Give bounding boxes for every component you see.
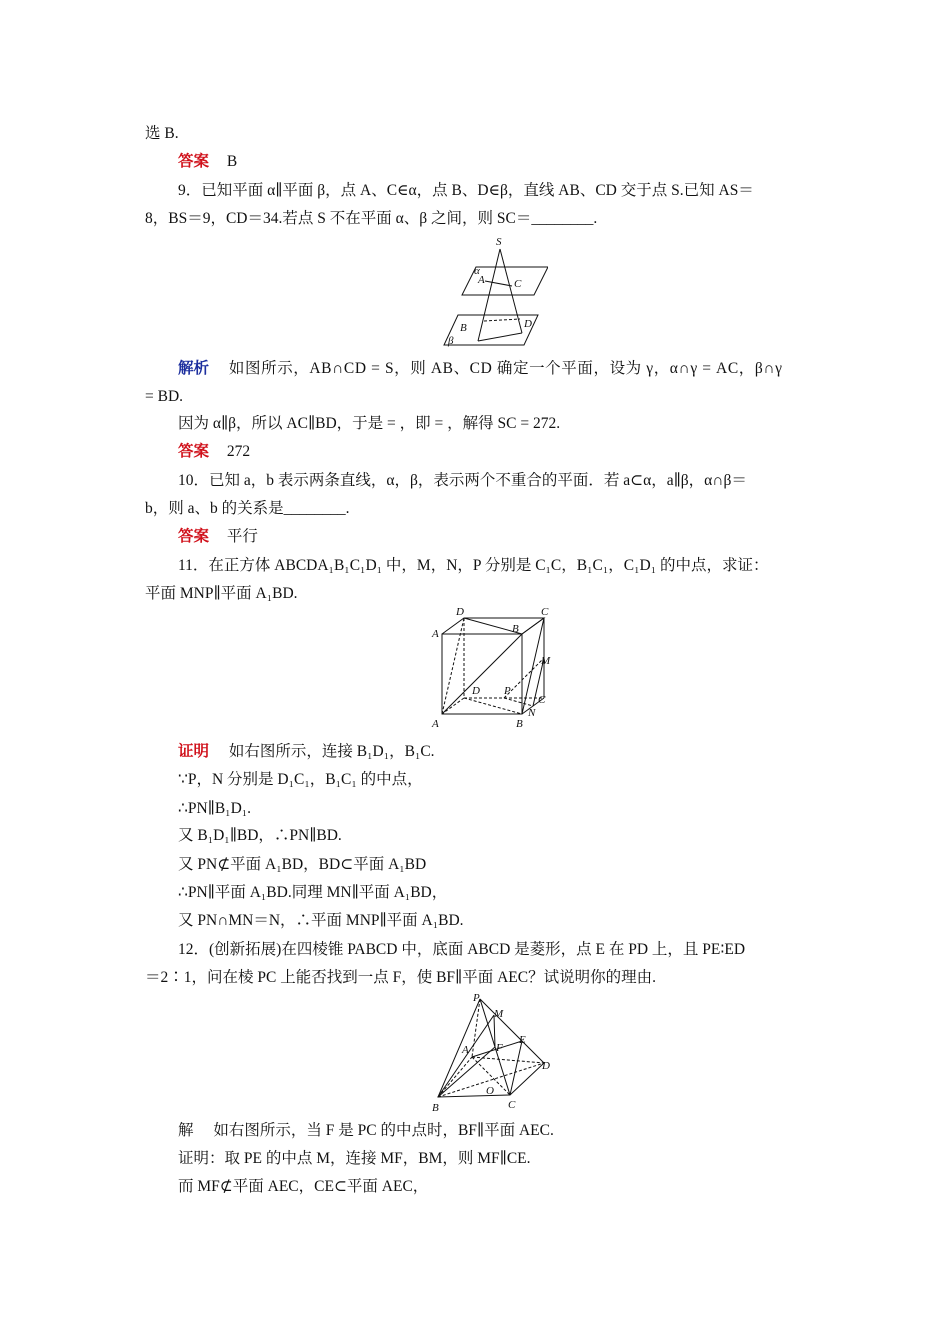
label-M: M bbox=[494, 1008, 504, 1020]
label-P: P bbox=[473, 992, 480, 1004]
proof-tag: 证明 bbox=[178, 743, 210, 760]
answer-tag: 答案 bbox=[178, 528, 210, 545]
label-B: B bbox=[512, 623, 519, 635]
answer-line bbox=[178, 152, 237, 172]
label-B1: B bbox=[516, 718, 523, 730]
label-A1: A bbox=[432, 718, 439, 730]
label-D1: D bbox=[472, 685, 480, 697]
label-alpha: α bbox=[474, 265, 480, 277]
analysis-text: 如图所示，AB∩CD = S，则 AB、CD 确定一个平面，设为 γ，α∩γ = AC，β∩γ bbox=[228, 360, 783, 377]
label-D: D bbox=[456, 606, 464, 618]
text-line: 又 PN∩MN＝N，∴平面 MNP∥平面 A₁BD. bbox=[178, 912, 464, 929]
label-A: A bbox=[462, 1044, 469, 1056]
figure-cube bbox=[428, 606, 558, 734]
text-line: ∵P，N 分别是 D₁C₁，B₁C₁ 的中点， bbox=[178, 771, 423, 788]
label-B: B bbox=[460, 322, 467, 334]
question-11-line2: 平面 MNP∥平面 A₁BD. bbox=[145, 585, 298, 602]
label-S: S bbox=[496, 236, 502, 248]
proof-text: 如右图所示，连接 B₁D₁，B₁C. bbox=[228, 743, 435, 760]
question-9-line2: 8，BS＝9，CD＝34.若点 S 不在平面 α、β 之间，则 SC＝________. bbox=[145, 210, 598, 227]
solution-tag: 解 bbox=[178, 1122, 194, 1139]
answer-value: 平行 bbox=[226, 528, 258, 545]
question-10-line1: 10．已知 a，b 表示两条直线，α，β，表示两个不重合的平面．若 a⊂α，a∥β，α∩β＝ bbox=[178, 472, 747, 489]
label-F: F bbox=[496, 1042, 503, 1054]
analysis-line bbox=[178, 359, 808, 379]
text-line: ∴PN∥B₁D₁. bbox=[178, 800, 252, 817]
solution-text: 如右图所示，当 F 是 PC 的中点时，BF∥平面 AEC. bbox=[213, 1122, 554, 1139]
answer-line bbox=[178, 527, 258, 547]
answer-value: 272 bbox=[226, 443, 251, 460]
label-D: D bbox=[524, 318, 532, 330]
figure-parallel-planes bbox=[438, 233, 548, 351]
answer-line bbox=[178, 442, 250, 462]
label-C: C bbox=[541, 606, 549, 618]
figure-pyramid bbox=[428, 991, 553, 1115]
proof-line bbox=[178, 742, 435, 762]
label-O: O bbox=[486, 1085, 494, 1097]
answer-tag: 答案 bbox=[178, 153, 210, 170]
solution-line bbox=[178, 1121, 554, 1141]
text-line: = BD. bbox=[145, 388, 184, 405]
question-10-line2: b，则 a、b 的关系是________. bbox=[145, 500, 350, 517]
label-D: D bbox=[542, 1060, 550, 1072]
label-P: P bbox=[504, 685, 511, 697]
label-M: M bbox=[541, 655, 551, 667]
text-line: 又 PN⊄平面 A₁BD，BD⊂平面 A₁BD bbox=[178, 856, 427, 873]
question-11-line1: 11．在正方体 ABCDA₁B₁C₁D₁ 中，M，N，P 分别是 C₁C，B₁C₁，C₁D₁ 的中点，求证： bbox=[178, 557, 769, 574]
answer-tag: 答案 bbox=[178, 443, 210, 460]
label-C: C bbox=[508, 1099, 516, 1111]
label-C1: C bbox=[538, 694, 546, 706]
label-B: B bbox=[432, 1102, 439, 1114]
text-line: 因为 α∥β，所以 AC∥BD，于是 = ，即 = ，解得 SC = 272. bbox=[178, 415, 561, 432]
label-E: E bbox=[519, 1034, 526, 1046]
question-12-line2: ＝2∶1，问在棱 PC 上能否找到一点 F，使 BF∥平面 AEC？试说明你的理由. bbox=[145, 969, 656, 986]
analysis-tag: 解析 bbox=[178, 360, 210, 377]
text-line: 而 MF⊄平面 AEC，CE⊂平面 AEC， bbox=[178, 1178, 429, 1195]
label-C: C bbox=[514, 278, 522, 290]
answer-value: B bbox=[226, 153, 238, 170]
label-N: N bbox=[528, 707, 536, 719]
label-A: A bbox=[478, 274, 485, 286]
text-line: 选 B. bbox=[145, 125, 179, 142]
text-line: 证明：取 PE 的中点 M，连接 MF，BM，则 MF∥CE. bbox=[178, 1150, 531, 1167]
question-9-line1: 9．已知平面 α∥平面 β，点 A、C∈α，点 B、D∈β，直线 AB、CD 交于点 S.已知 AS＝ bbox=[178, 182, 754, 199]
text-line: 又 B₁D₁∥BD，∴PN∥BD. bbox=[178, 827, 342, 844]
question-12-line1: 12．(创新拓展)在四棱锥 PABCD 中，底面 ABCD 是菱形，点 E 在 PD 上，且 PE∶ED bbox=[178, 941, 746, 958]
label-beta: β bbox=[448, 335, 454, 347]
label-A: A bbox=[432, 628, 439, 640]
text-line: ∴PN∥平面 A₁BD.同理 MN∥平面 A₁BD， bbox=[178, 884, 448, 901]
